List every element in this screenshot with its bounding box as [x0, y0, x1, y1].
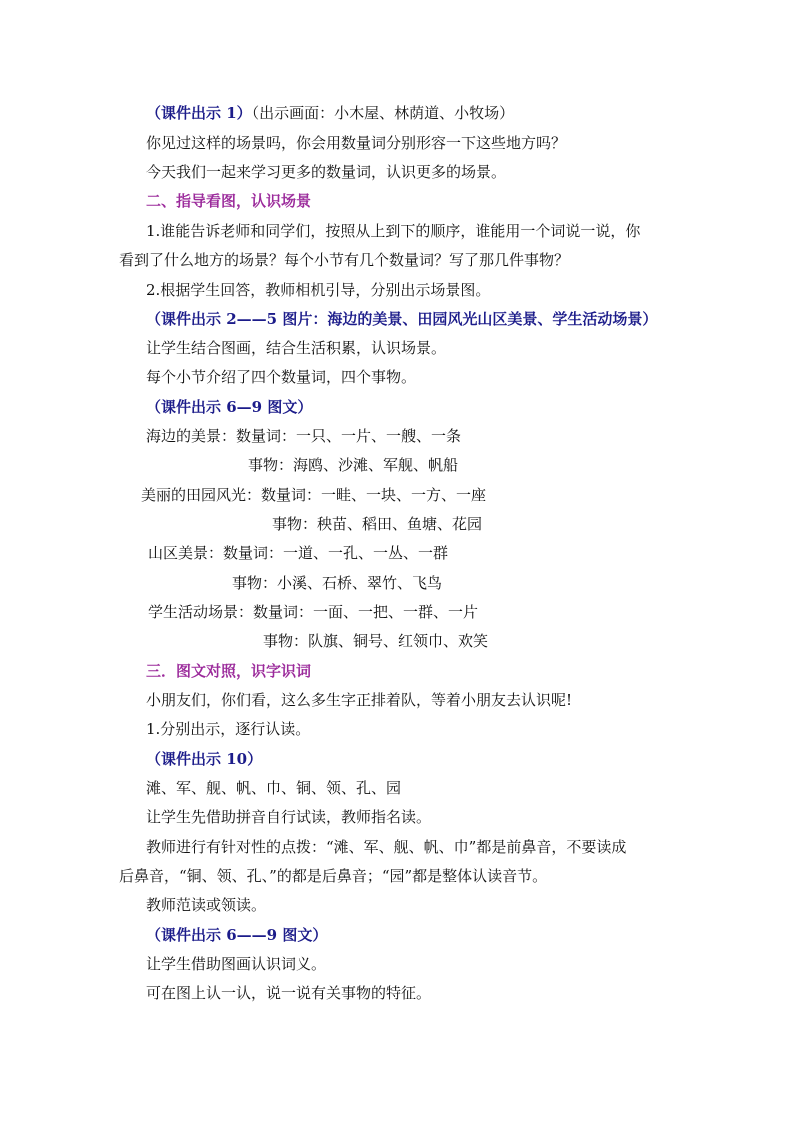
- section-2-heading: 二、指导看图，认识场景: [146, 192, 312, 210]
- courseware-cue-3: （课件出示 6—9 图文）: [146, 398, 313, 416]
- section-2-item-1-line-1: 1.谁能告诉老师和同学们，按照从上到下的顺序，谁能用一个词说一说，你: [146, 222, 641, 240]
- each-section-text: 每个小节介绍了四个数量词，四个事物。: [146, 368, 417, 386]
- scene-measure-words: 学生活动场景：数量词：一面、一把、一群、一片: [148, 603, 479, 621]
- scene-things: 事物：海鸥、沙滩、军舰、帆船: [248, 456, 459, 474]
- features-text: 可在图上认一认，说一说有关事物的特征。: [146, 984, 432, 1002]
- cue-line-1: [146, 103, 514, 123]
- word-meaning: 让学生借助图画认识词义。: [146, 955, 327, 973]
- combine-text: 让学生结合图画，结合生活积累，认识场景。: [146, 339, 447, 357]
- teacher-tip-line-2: 后鼻音，“铜、领、孔、”的都是后鼻音；“园”都是整体认读音节。: [119, 867, 548, 885]
- scene-measure-words: 山区美景：数量词：一道、一孔、一丛、一群: [148, 544, 449, 562]
- courseware-cue-1: （课件出示 1）: [146, 104, 252, 122]
- courseware-cue-1-detail: （出示画面：小木屋、林荫道、小牧场）: [251, 104, 515, 122]
- new-characters: 滩、军、舰、帆、巾、铜、领、孔、园: [146, 779, 402, 797]
- scene-things: 事物：小溪、石桥、翠竹、飞鸟: [232, 574, 443, 592]
- section-3-heading: 三．图文对照，识字识词: [146, 662, 312, 680]
- pinyin-reading: 让学生先借助拼音自行试读，教师指名读。: [146, 808, 432, 826]
- courseware-cue-4: （课件出示 10）: [146, 750, 263, 768]
- section-2-item-2: 2.根据学生回答，教师相机引导，分别出示场景图。: [146, 281, 491, 299]
- section-2-item-1-line-2: 看到了什么地方的场景？每个小节有几个数量词？写了那几件事物？: [119, 251, 570, 269]
- courseware-cue-2: （课件出示 2——5 图片：: [146, 310, 328, 328]
- section-3-item-1: 1.分别出示，逐行认读。: [146, 720, 311, 738]
- intro-question: 你见过这样的场景吗，你会用数量词分别形容一下这些地方吗？: [146, 134, 567, 152]
- scene-measure-words: 海边的美景：数量词：一只、一片、一艘、一条: [146, 427, 462, 445]
- kids-text: 小朋友们，你们看，这么多生字正排着队，等着小朋友去认识呢!: [146, 691, 573, 709]
- cue-line-2: [146, 309, 657, 329]
- model-reading: 教师范读或领读。: [146, 896, 267, 914]
- scene-things: 事物：队旗、铜号、红领巾、欢笑: [263, 632, 489, 650]
- teacher-tip-line-1: 教师进行有针对性的点拨：“滩、军、舰、帆、巾”都是前鼻音，不要读成: [146, 838, 627, 856]
- scene-measure-words: 美丽的田园风光：数量词：一畦、一块、一方、一座: [141, 486, 487, 504]
- intro-today: 今天我们一起来学习更多的数量词，认识更多的场景。: [146, 163, 507, 181]
- courseware-cue-2-detail: 海边的美景、田园风光山区美景、学生活动场景）: [327, 310, 658, 328]
- scene-things: 事物：秧苗、稻田、鱼塘、花园: [272, 515, 483, 533]
- courseware-cue-5: （课件出示 6——9 图文）: [146, 926, 328, 944]
